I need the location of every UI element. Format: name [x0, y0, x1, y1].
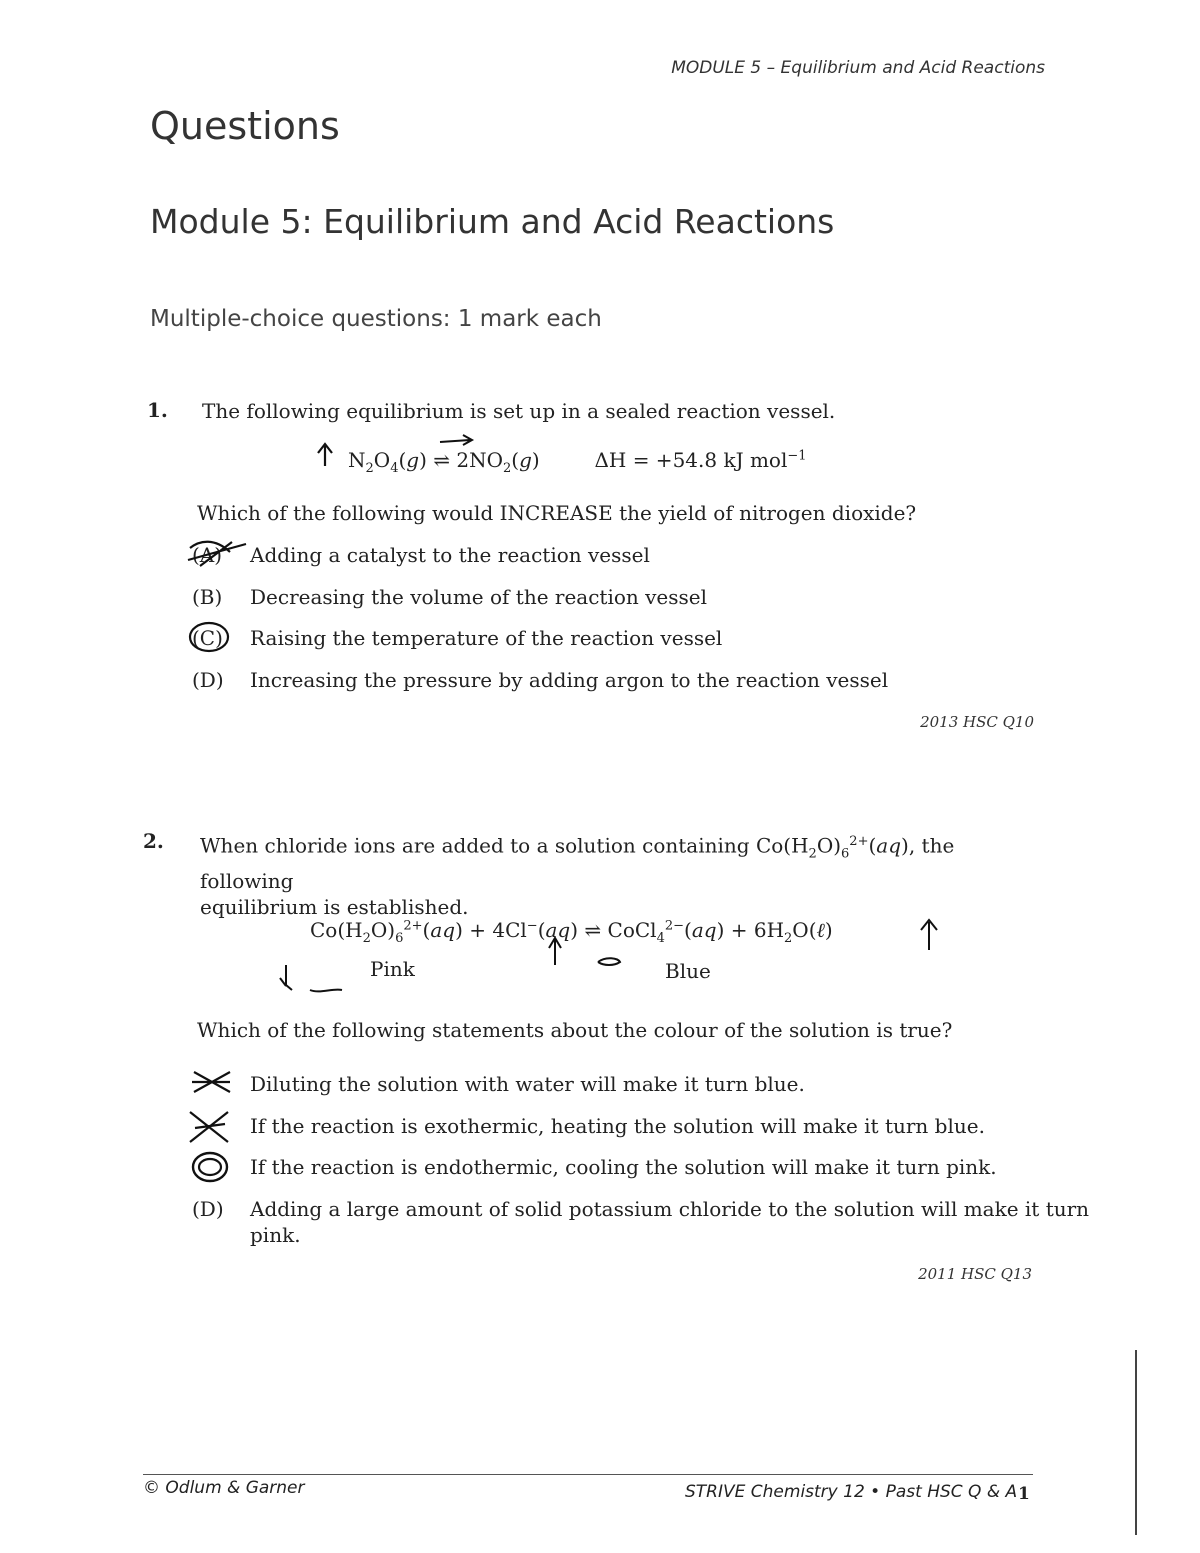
pink-label: Pink: [370, 957, 415, 981]
option-label: (D): [192, 668, 224, 692]
option-text: Diluting the solution with water will make it turn blue.: [250, 1072, 805, 1096]
option-label: (A): [192, 543, 223, 567]
option-a[interactable]: [192, 1072, 805, 1096]
module-title: Module 5: Equilibrium and Acid Reactions: [150, 202, 835, 241]
section-heading: Multiple-choice questions: 1 mark each: [150, 306, 602, 332]
question-number: 2.: [143, 829, 164, 853]
option-text: Increasing the pressure by adding argon to the reaction vessel: [250, 668, 889, 692]
option-text: If the reaction is exothermic, heating the solution will make it turn blue.: [250, 1114, 985, 1138]
option-label: (D): [192, 1197, 224, 1221]
option-d[interactable]: [192, 1197, 1090, 1221]
down-arrow-mark: [280, 965, 292, 990]
equilibrium-arrow: ⇌: [433, 448, 457, 472]
question-source: 2011 HSC Q13: [918, 1265, 1032, 1283]
question-prompt: Which of the following statements about the colour of the solution is true?: [197, 1018, 953, 1042]
page-number: 1: [1018, 1484, 1030, 1504]
question-stem: When chloride ions are added to a solution containing $Co(H_2O)_6^{2+}(aq)$, the following equilibrium is established.: [200, 833, 955, 919]
option-text: Adding a catalyst to the reaction vessel: [250, 543, 650, 567]
question-source: 2013 HSC Q10: [920, 713, 1034, 731]
option-c[interactable]: [192, 1155, 997, 1179]
equation-reactant: $N_2O_4(g)$: [348, 448, 427, 476]
circle-mark: [190, 623, 228, 651]
scribble-mark: [598, 958, 620, 965]
footer-book-title: STRIVE Chemistry 12 • Past HSC Q & A: [685, 1482, 1018, 1502]
option-text: If the reaction is endothermic, cooling the solution will make it turn pink.: [250, 1155, 997, 1179]
option-text: Adding a large amount of solid potassium chloride to the solution will make it turn: [250, 1197, 1090, 1221]
up-arrow-mark: [318, 444, 332, 466]
option-text: Raising the temperature of the reaction vessel: [250, 626, 723, 650]
option-label: (B): [192, 585, 223, 609]
equation-product: $2NO_2(g)$: [456, 448, 540, 476]
option-text: pink.: [250, 1223, 301, 1247]
page-title: Questions: [150, 104, 340, 148]
option-label: (C): [192, 626, 223, 650]
running-header: MODULE 5 – Equilibrium and Acid Reactions: [671, 58, 1045, 78]
enthalpy-value: ΔH = +54.8 kJ mol$^{-1}$: [594, 448, 807, 472]
cross-out-mark: [188, 542, 246, 566]
forward-arrow-mark: [440, 435, 472, 445]
question-number: 1.: [147, 398, 168, 422]
footer-copyright: © Odlum & Garner: [143, 1478, 305, 1498]
blue-label: Blue: [665, 959, 711, 983]
scribble-mark: [310, 990, 342, 992]
equation: $Co(H_2O)_6^{2+}(aq) + 4Cl^-(aq)$ ⇌ CoCl$_4^{2-}$(aq) + $6H_2O(\ell)$: [310, 918, 833, 946]
question-prompt: Which of the following would INCREASE the yield of nitrogen dioxide?: [197, 501, 917, 525]
option-text: Decreasing the volume of the reaction vessel: [250, 585, 708, 609]
option-b[interactable]: [192, 1114, 985, 1138]
question-stem: The following equilibrium is set up in a sealed reaction vessel.: [202, 399, 836, 423]
up-arrow-mark: [921, 920, 937, 950]
footer-rule: [143, 1474, 1033, 1475]
